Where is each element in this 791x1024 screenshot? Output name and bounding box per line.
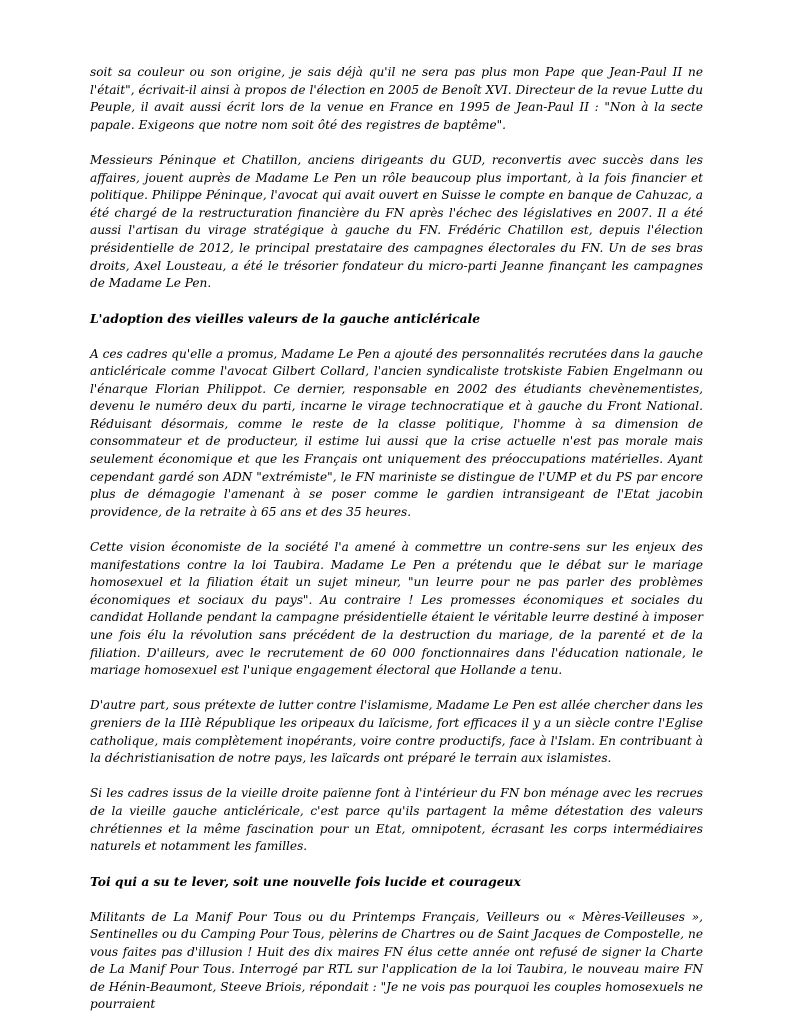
document-page [90, 64, 703, 1014]
paragraph: Militants de La Manif Pour Tous ou du Printemps Français, Veilleurs ou « Mères-Veilleuses », Sentinelles ou du Camping Pour Tous, pèlerins de Chartres ou de Saint Jacques de Compostelle, ne vous faites pas d'illusion ! Huit des dix maires FN élus cette année ont refusé de signer la Charte de La Manif Pour Tous. Interrogé par RTL sur l'application de la loi Taubira, le nouveau maire FN de Hénin-Beaumont, Steeve Briois, répondait : "Je ne vois pas pourquoi les couples homosexuels ne pourraient [90, 909, 703, 1012]
paragraph: soit sa couleur ou son origine, je sais déjà qu'il ne sera pas plus mon Pape que Jean-Paul II ne l'était", écrivait-il ainsi à propos de l'élection en 2005 de Benoît XVI. Directeur de la revue Lutte du Peuple, il avait aussi écrit lors de la venue en France en 1995 de Jean-Paul II : "Non à la secte papale. Exigeons que notre nom soit ôté des registres de baptême". [90, 65, 703, 132]
section-heading: L'adoption des vieilles valeurs de la gauche anticléricale [90, 311, 481, 327]
section-heading: Toi qui a su te lever, soit une nouvelle fois lucide et courageux [90, 874, 521, 890]
paragraph: D'autre part, sous prétexte de lutter contre l'islamisme, Madame Le Pen est allée chercher dans les greniers de la IIIè République les oripeaux du laïcisme, fort efficaces il y a un siècle contre l'Eglise catholique, mais complètement inopérants, voire contre productifs, face à l'Islam. En contribuant à la déchristianisation de notre pays, les laïcards ont préparé le terrain aux islamistes. [90, 698, 703, 766]
paragraph: Cette vision économiste de la société l'a amené à commettre un contre-sens sur les enjeux des manifestations contre la loi Taubira. Madame Le Pen a prétendu que le débat sur le mariage homosexuel et la filiation était un sujet mineur, "un leurre pour ne pas parler des problèmes économiques et sociaux du pays". Au contraire ! Les promesses économiques et sociales du candidat Hollande pendant la campagne présidentielle étaient le véritable leurre destiné à imposer une fois élu la révolution sans précédent de la destruction du mariage, de la parenté et de la filiation. D'ailleurs, avec le recrutement de 60 000 fonctionnaires dans l'éducation nationale, le mariage homosexuel est l'unique engagement électoral que Hollande a tenu. [90, 540, 703, 678]
paragraph: Si les cadres issus de la vieille droite païenne font à l'intérieur du FN bon ménage avec les recrues de la vieille gauche anticléricale, c'est parce qu'ils partagent la même détestation des valeurs chrétiennes et la même fascination pour un Etat, omnipotent, écrasant les corps intermédiaires naturels et notamment les familles. [90, 786, 703, 854]
paragraph: Messieurs Péninque et Chatillon, anciens dirigeants du GUD, reconvertis avec succès dans les affaires, jouent auprès de Madame Le Pen un rôle beaucoup plus important, à la fois financier et politique. Philippe Péninque, l'avocat qui avait ouvert en Suisse le compte en banque de Cahuzac, a été chargé de la restructuration financière du FN après l'échec des législatives en 2007. Il a été aussi l'artisan du virage stratégique à gauche du FN. Frédéric Chatillon est, depuis l'élection présidentielle de 2012, le principal prestataire des campagnes électorales du FN. Un de ses bras droits, Axel Lousteau, a été le trésorier fondateur du micro-parti Jeanne finançant les campagnes de Madame Le Pen. [90, 152, 703, 291]
paragraph: A ces cadres qu'elle a promus, Madame Le Pen a ajouté des personnalités recrutées dans la gauche anticléricale comme l'avocat Gilbert Collard, l'ancien syndicaliste trotskiste Fabien Engelmann ou l'énarque Florian Philippot. Ce dernier, responsable en 2002 des étudiants chevènementistes, devenu le numéro deux du parti, incarne le virage technocratique et à gauche du Front National. Réduisant désormais, comme le reste de la classe politique, l'homme à sa dimension de consommateur et de producteur, il estime lui aussi que la crise actuelle n'est pas morale mais seulement économique et que les Français ont uniquement des préoccupations matérielles. Ayant cependant gardé son ADN "extrémiste", le FN mariniste se distingue de l'UMP et du PS par encore plus de démagogie l'amenant à se poser comme le gardien intransigeant de l'Etat jacobin providence, de la retraite à 65 ans et des 35 heures. [90, 346, 703, 519]
